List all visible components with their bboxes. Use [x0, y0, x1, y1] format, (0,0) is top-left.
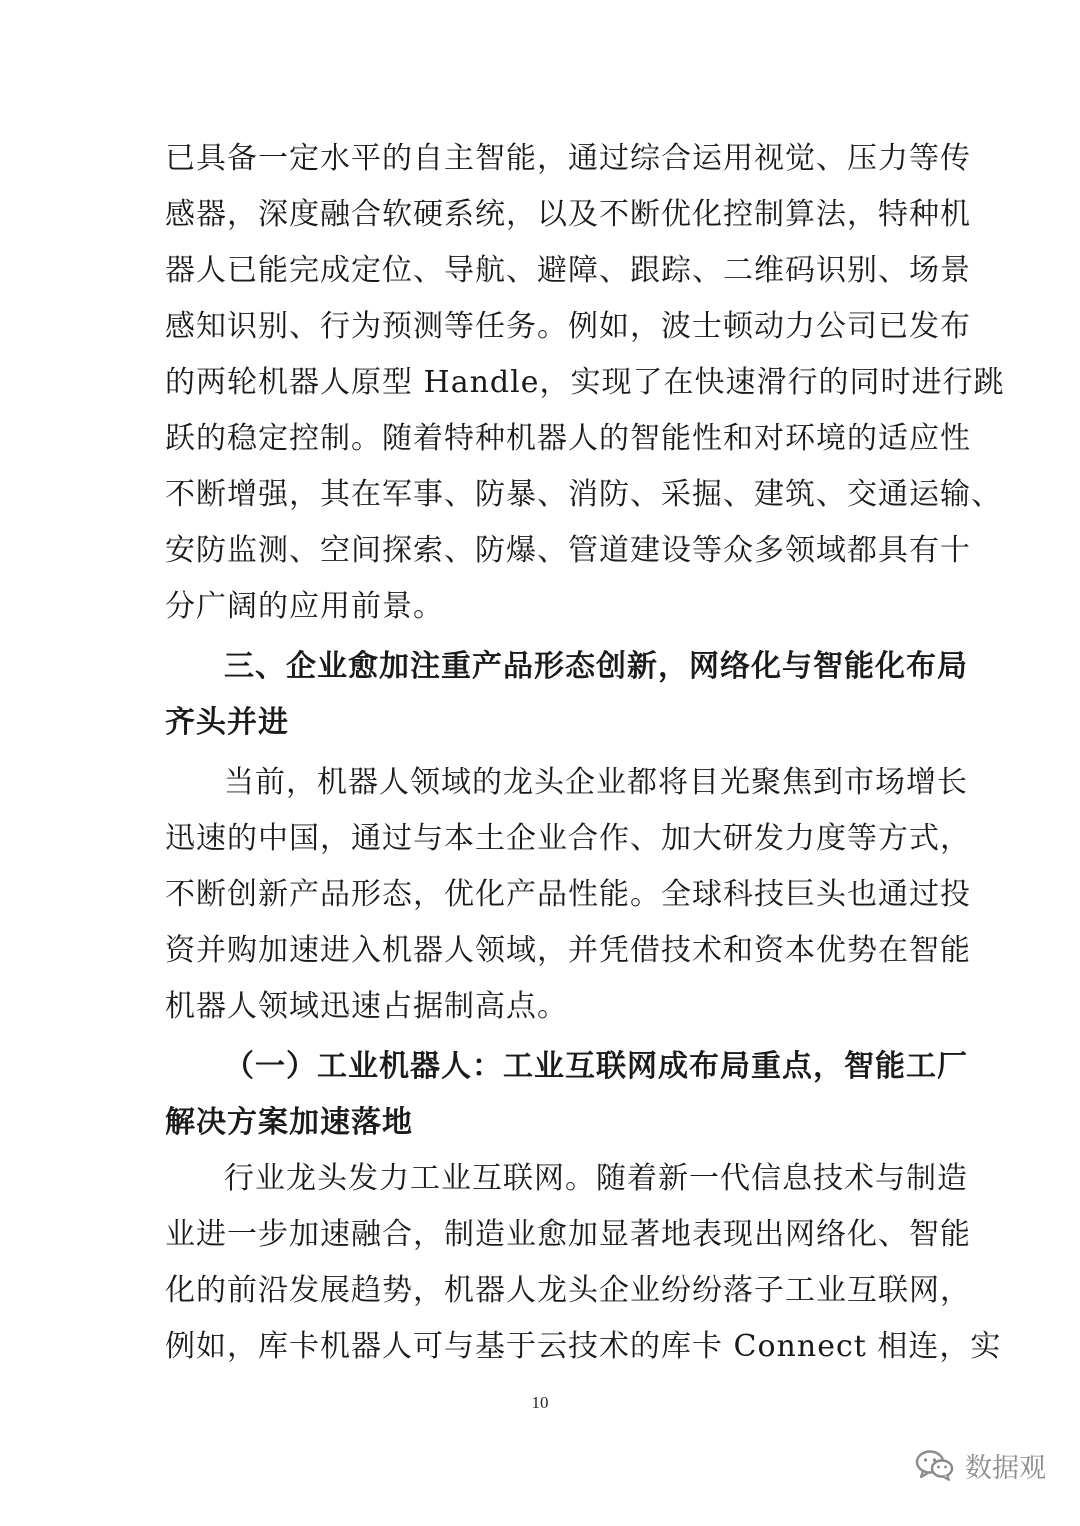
body-line: 资并购加速进入机器人领域，并凭借技术和资本优势在智能 [165, 933, 971, 968]
body-line: 感知识别、行为预测等任务。例如，波士顿动力公司已发布 [165, 309, 971, 344]
body-line: 的两轮机器人原型 Handle，实现了在快速滑行的同时进行跳 [165, 365, 1005, 400]
wechat-icon [915, 1448, 955, 1482]
body-line: 不断增强，其在军事、防暴、消防、采掘、建筑、交通运输、 [165, 477, 1002, 512]
body-line: 安防监测、空间探索、防爆、管道建设等众多领域都具有十 [165, 533, 971, 568]
body-line: 化的前沿发展趋势，机器人龙头企业纷纷落子工业互联网， [165, 1273, 971, 1308]
body-line: 器人已能完成定位、导航、避障、跟踪、二维码识别、场景 [165, 253, 971, 288]
section-heading-continued: 齐头并进 [165, 705, 289, 740]
wechat-watermark [915, 1440, 1046, 1490]
body-line: 行业龙头发力工业互联网。随着新一代信息技术与制造 [224, 1161, 968, 1196]
body-line: 例如，库卡机器人可与基于云技术的库卡 Connect 相连，实 [165, 1329, 1002, 1364]
watermark-text: 数据观 [965, 1452, 1046, 1484]
body-line: 跃的稳定控制。随着特种机器人的智能性和对环境的适应性 [165, 421, 971, 456]
page-number: 10 [531, 1393, 549, 1412]
body-line: 迅速的中国，通过与本土企业合作、加大研发力度等方式， [165, 821, 971, 856]
body-line: 机器人领域迅速占据制高点。 [165, 989, 568, 1024]
body-line: 已具备一定水平的自主智能，通过综合运用视觉、压力等传 [165, 141, 971, 176]
subsection-heading: （一）工业机器人：工业互联网成布局重点，智能工厂 [224, 1049, 968, 1084]
body-line: 当前，机器人领域的龙头企业都将目光聚焦到市场增长 [224, 765, 968, 800]
section-heading: 三、企业愈加注重产品形态创新，网络化与智能化布局 [224, 649, 968, 684]
body-line: 分广阔的应用前景。 [165, 589, 444, 624]
body-line: 感器，深度融合软硬系统，以及不断优化控制算法，特种机 [165, 197, 971, 232]
body-line: 不断创新产品形态，优化产品性能。全球科技巨头也通过投 [165, 877, 971, 912]
body-line: 业进一步加速融合，制造业愈加显著地表现出网络化、智能 [165, 1217, 971, 1252]
subsection-heading-continued: 解决方案加速落地 [165, 1105, 413, 1140]
